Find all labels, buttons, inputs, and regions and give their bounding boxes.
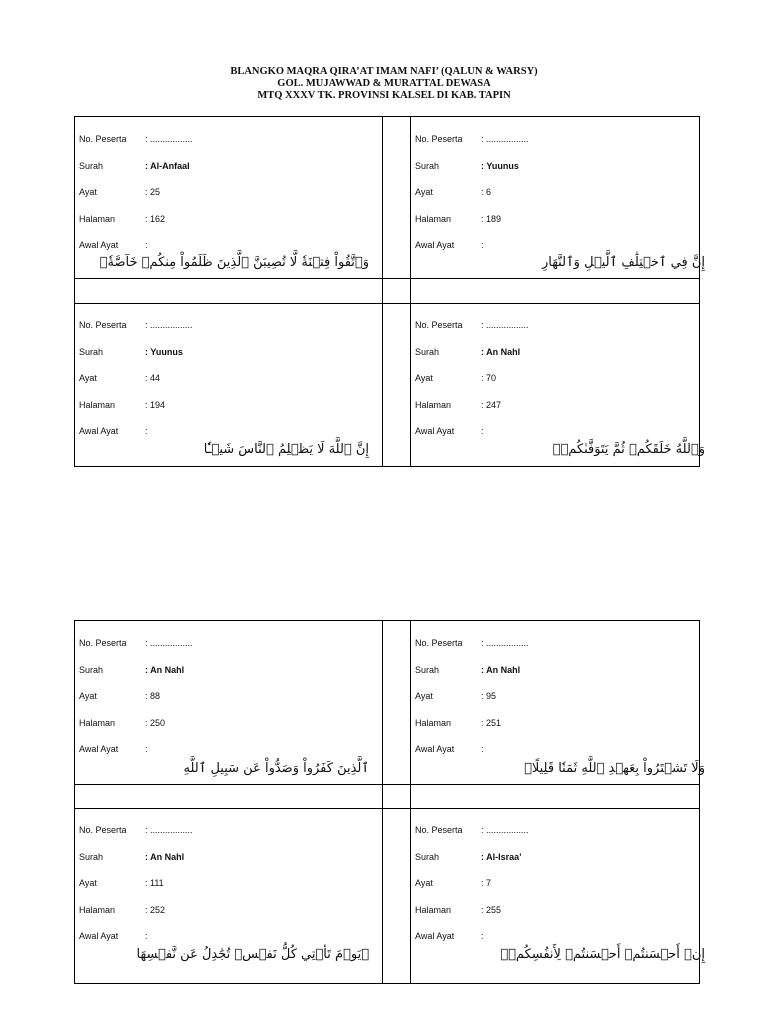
value-halaman: : 247 <box>481 400 502 410</box>
label-surah: Surah <box>79 665 104 675</box>
label-surah: Surah <box>79 852 104 862</box>
value-halaman: : 194 <box>145 400 166 410</box>
value-no-peserta: : ................. <box>145 638 193 648</box>
card-sheet-top <box>74 116 705 467</box>
value-awal-ayat: : <box>481 931 484 941</box>
label-surah: Surah <box>415 347 440 357</box>
label-awal-ayat: Awal Ayat <box>415 426 455 436</box>
label-ayat: Ayat <box>79 187 97 197</box>
label-awal-ayat: Awal Ayat <box>415 240 455 250</box>
arabic-verse: إِنۡ أَحۡسَنتُمۡ أَحۡسَنتُمۡ لِأَنفُسِكُمۡۖ <box>500 947 705 962</box>
value-halaman: : 162 <box>145 214 166 224</box>
header-event: MTQ XXXV TK. PROVINSI KALSEL DI KAB. TAPIN <box>257 90 511 101</box>
arabic-verse: ٱلَّذِينَ كَفَرُواْ وَصَدُّواْ عَن سَبِيلِ ٱللَّهِ <box>183 761 369 776</box>
value-no-peserta: : ................. <box>481 825 529 835</box>
arabic-verse: وَٱللَّهُ خَلَقَكُمۡ ثُمَّ يَتَوَفَّىٰكُمۡۚ <box>552 442 705 457</box>
arabic-verse: وَٱتَّقُواْ فِتۡنَةٗ لَّا تُصِيبَنَّ ٱلَّذِينَ ظَلَمُواْ مِنكُمۡ خَآصَّةٗۖ <box>99 255 369 270</box>
value-ayat: : 70 <box>481 373 497 383</box>
value-surah: : Yuunus <box>481 161 519 171</box>
value-ayat: : 7 <box>481 878 492 888</box>
label-ayat: Ayat <box>415 691 433 701</box>
label-ayat: Ayat <box>79 878 97 888</box>
value-no-peserta: : ................. <box>145 825 193 835</box>
value-no-peserta: : ................. <box>481 320 529 330</box>
card-an-nahl-95 <box>411 621 711 776</box>
value-ayat: : 6 <box>481 187 492 197</box>
column-divider <box>382 117 383 466</box>
value-no-peserta: : ................. <box>145 320 193 330</box>
label-ayat: Ayat <box>415 187 433 197</box>
label-halaman: Halaman <box>79 400 116 410</box>
label-ayat: Ayat <box>415 373 433 383</box>
value-ayat: : 44 <box>145 373 161 383</box>
label-awal-ayat: Awal Ayat <box>79 240 119 250</box>
label-no-peserta: No. Peserta <box>79 320 127 330</box>
value-no-peserta: : ................. <box>481 638 529 648</box>
value-surah: : An Nahl <box>145 665 185 675</box>
label-halaman: Halaman <box>79 718 116 728</box>
label-halaman: Halaman <box>79 905 116 915</box>
arabic-verse: ۞يَوۡمَ تَأۡتِي كُلُّ نَفۡسٖ تُجَٰدِلُ عَن نَّفۡسِهَا <box>136 947 369 962</box>
label-ayat: Ayat <box>79 691 97 701</box>
label-no-peserta: No. Peserta <box>79 638 127 648</box>
value-halaman: : 251 <box>481 718 502 728</box>
label-surah: Surah <box>415 665 440 675</box>
card-yuunus-44 <box>75 304 375 457</box>
label-surah: Surah <box>79 161 104 171</box>
row-divider <box>75 784 699 785</box>
arabic-verse: إِنَّ فِي ٱخۡتِلَٰفِ ٱلَّيۡلِ وَٱلنَّهَارِ <box>541 255 705 270</box>
value-surah: : An Nahl <box>145 852 185 862</box>
card-al-anfaal-25 <box>75 117 375 270</box>
label-halaman: Halaman <box>415 905 452 915</box>
value-halaman: : 252 <box>145 905 166 915</box>
value-ayat: : 88 <box>145 691 161 701</box>
label-ayat: Ayat <box>415 878 433 888</box>
arabic-verse: وَلَا تَشۡتَرُواْ بِعَهۡدِ ٱللَّهِ ثَمَنٗا قَلِيلًاۚ <box>524 761 705 776</box>
label-halaman: Halaman <box>415 718 452 728</box>
label-no-peserta: No. Peserta <box>415 320 463 330</box>
label-awal-ayat: Awal Ayat <box>79 744 119 754</box>
card-sheet-bottom <box>74 620 705 984</box>
label-awal-ayat: Awal Ayat <box>79 931 119 941</box>
value-ayat: : 25 <box>145 187 161 197</box>
card-yuunus-6 <box>411 117 711 270</box>
label-halaman: Halaman <box>415 400 452 410</box>
value-halaman: : 250 <box>145 718 166 728</box>
value-surah: : Yuunus <box>145 347 183 357</box>
label-ayat: Ayat <box>79 373 97 383</box>
value-awal-ayat: : <box>145 931 148 941</box>
value-awal-ayat: : <box>481 426 484 436</box>
value-halaman: : 255 <box>481 905 502 915</box>
value-halaman: : 189 <box>481 214 502 224</box>
label-surah: Surah <box>415 852 440 862</box>
card-an-nahl-88 <box>75 621 375 776</box>
label-halaman: Halaman <box>415 214 452 224</box>
value-awal-ayat: : <box>481 744 484 754</box>
document-header <box>0 66 768 102</box>
label-no-peserta: No. Peserta <box>79 825 127 835</box>
header-title: BLANGKO MAQRA QIRA’AT IMAM NAFI’ (QALUN & WARSY) <box>230 66 538 77</box>
header-category: GOL. MUJAWWAD & MURATTAL DEWASA <box>277 78 491 89</box>
label-halaman: Halaman <box>79 214 116 224</box>
card-an-nahl-111 <box>75 809 375 962</box>
label-awal-ayat: Awal Ayat <box>79 426 119 436</box>
value-no-peserta: : ................. <box>145 134 193 144</box>
label-awal-ayat: Awal Ayat <box>415 744 455 754</box>
label-no-peserta: No. Peserta <box>415 638 463 648</box>
column-divider <box>382 621 383 983</box>
label-surah: Surah <box>79 347 104 357</box>
value-awal-ayat: : <box>145 744 148 754</box>
value-surah: : An Nahl <box>481 347 521 357</box>
arabic-verse: إِنَّ ٱللَّهَ لَا يَظۡلِمُ ٱلنَّاسَ شَيۡـٔٗا <box>203 442 369 457</box>
value-surah: : Al-Israa’ <box>481 852 522 862</box>
value-ayat: : 111 <box>145 878 164 888</box>
card-al-israa-7 <box>411 809 711 962</box>
label-awal-ayat: Awal Ayat <box>415 931 455 941</box>
value-awal-ayat: : <box>145 426 148 436</box>
label-no-peserta: No. Peserta <box>79 134 127 144</box>
value-no-peserta: : ................. <box>481 134 529 144</box>
label-no-peserta: No. Peserta <box>415 825 463 835</box>
row-divider <box>75 278 699 279</box>
value-surah: : Al-Anfaal <box>145 161 190 171</box>
value-surah: : An Nahl <box>481 665 521 675</box>
card-an-nahl-70 <box>411 304 711 457</box>
value-awal-ayat: : <box>145 240 148 250</box>
label-no-peserta: No. Peserta <box>415 134 463 144</box>
value-awal-ayat: : <box>481 240 484 250</box>
value-ayat: : 95 <box>481 691 497 701</box>
label-surah: Surah <box>415 161 440 171</box>
